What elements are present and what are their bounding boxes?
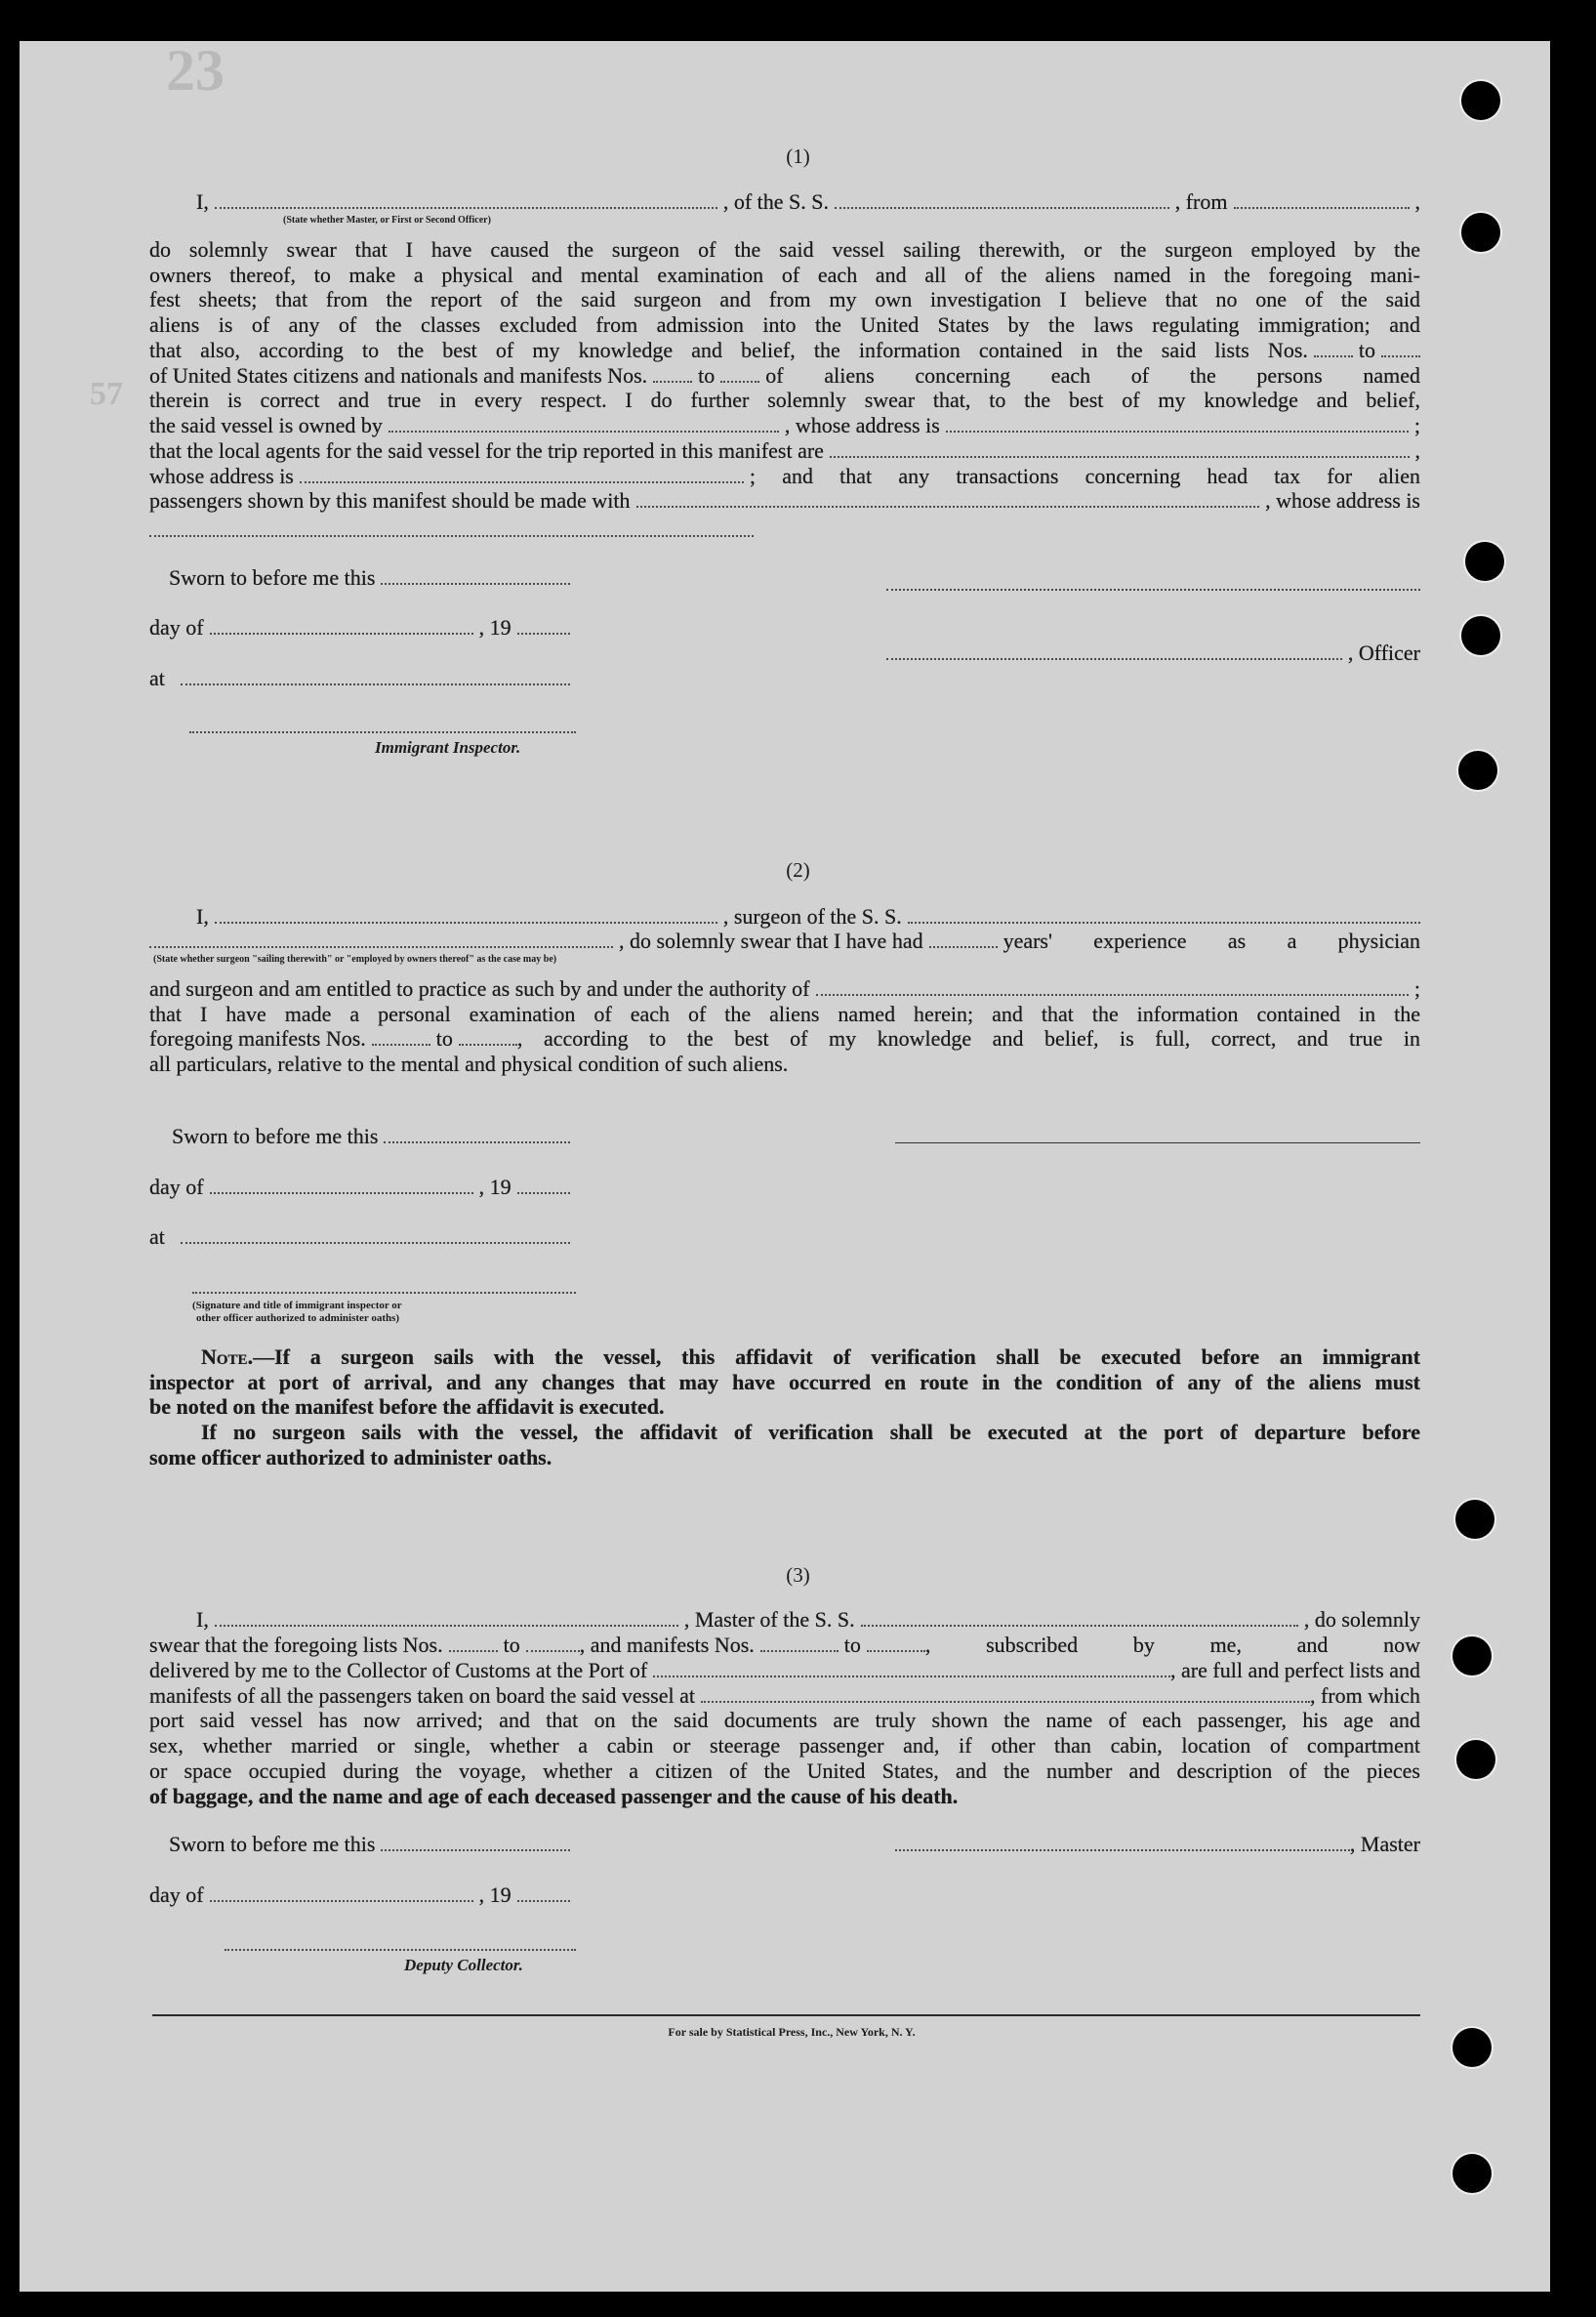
place-blank[interactable] [181, 1238, 570, 1244]
surgeon-status-note: (State whether surgeon "sailing therewith" or "employed by owners thereof" as the case may be) [153, 954, 557, 965]
note-line [201, 1345, 1420, 1370]
text: , and manifests Nos. [579, 1633, 755, 1657]
month-blank[interactable] [210, 1896, 473, 1902]
surgeon-name-blank[interactable] [215, 918, 717, 924]
manifest-from-blank[interactable] [653, 377, 692, 383]
at-line [149, 1224, 576, 1250]
punch-hole [1455, 1500, 1494, 1539]
body-line [149, 929, 1420, 954]
section-2-number: (2) [786, 858, 810, 882]
text: that the local agents for the said vessel for the trip reported in this manifest are [149, 438, 824, 463]
text: , according to the best of my knowledge and belief, is full, correct, and true in [516, 1026, 1420, 1051]
sworn-line [169, 565, 576, 591]
footer-rule [152, 2014, 1420, 2016]
sworn-date-blank[interactable] [381, 579, 570, 585]
text: other officer authorized to administer oaths) [196, 1312, 400, 1324]
sworn-date-blank[interactable] [384, 1138, 570, 1143]
text: of aliens concerning each of the persons named [765, 363, 1420, 388]
body-line [149, 1026, 1420, 1052]
section-2-oath-line [196, 904, 1420, 930]
punch-hole [1453, 1636, 1492, 1676]
from-port-blank[interactable] [1234, 203, 1410, 209]
body-line [149, 1658, 1420, 1683]
officer-rank-note: (State whether Master, or First or Second Officer) [283, 215, 491, 226]
text: , 19 [478, 615, 512, 640]
text: (Signature and title of immigrant inspector or [192, 1300, 402, 1311]
punch-hole [1461, 616, 1500, 655]
body-line: port said vessel has now arrived; and that on the said documents are truly shown the name of each passenger, his age and [149, 1708, 1420, 1732]
text: , from [1174, 189, 1228, 214]
signer-title: Deputy Collector. [404, 1956, 523, 1974]
sworn-date-blank[interactable] [381, 1845, 570, 1851]
note-line: some officer authorized to administer oaths. [149, 1445, 552, 1469]
text: Sworn to before me this [169, 565, 376, 590]
collector-signature-blank[interactable] [225, 1949, 576, 1951]
signer-note [192, 1300, 402, 1325]
text: , Master [1349, 1832, 1420, 1856]
text: manifests of all the passengers taken on board the said vessel at [149, 1683, 696, 1708]
text: Sworn to before me this [169, 1832, 376, 1856]
text: delivered by me to the Collector of Customs at the Port of [149, 1658, 648, 1682]
text: foregoing manifests Nos. [149, 1026, 366, 1051]
text: day of [149, 615, 204, 640]
punch-hole [1453, 2154, 1492, 2193]
text: at [149, 1224, 165, 1249]
manifest-to-blank[interactable] [459, 1040, 517, 1046]
note-line: inspector at port of arrival, and any changes that may have occurred en route in the condition of any of the aliens must [149, 1370, 1420, 1394]
signer-title: Immigrant Inspector. [375, 738, 521, 757]
section-1-oath-line [196, 189, 1420, 215]
text: to [1358, 338, 1375, 362]
boarding-port-blank[interactable] [701, 1697, 1310, 1703]
master-line [895, 1832, 1420, 1857]
text: , 19 [478, 1175, 512, 1199]
body-line [149, 438, 1420, 464]
text: passengers shown by this manifest should be made with [149, 488, 631, 513]
list-from-blank[interactable] [1314, 352, 1353, 357]
body-line: or space occupied during the voyage, whether a citizen of the United States, and the number and description of the pieces [149, 1758, 1420, 1783]
body-line [149, 976, 1420, 1002]
surgeon-signature-blank[interactable] [895, 1142, 1420, 1143]
list-to-blank[interactable] [526, 1646, 580, 1652]
body-line: fest sheets; that from the report of the said surgeon and from my own investigation I believe that no one of the said [149, 287, 1420, 311]
punch-hole [1458, 751, 1497, 790]
text: to [503, 1633, 520, 1657]
officer-name-blank[interactable] [215, 203, 717, 209]
year-blank[interactable] [517, 1896, 570, 1902]
text: to [843, 1633, 861, 1657]
body-line [149, 363, 1420, 389]
place-blank[interactable] [181, 680, 570, 685]
punch-hole [1465, 542, 1504, 581]
text: , Officer [1347, 641, 1420, 665]
text: Sworn to before me this [172, 1124, 379, 1148]
sworn-line [169, 1832, 576, 1857]
section-3-oath-line [196, 1607, 1420, 1633]
master-name-blank[interactable] [215, 1621, 678, 1627]
body-line: of baggage, and the name and age of each deceased passenger and the cause of his death. [149, 1784, 959, 1808]
list-from-blank[interactable] [449, 1646, 498, 1652]
stamp-number: 23 [166, 38, 225, 103]
inspector-signature-blank[interactable] [189, 731, 576, 733]
text: , are full and perfect lists and [1170, 1658, 1420, 1682]
body-line: therein is correct and true in every respect. I do further solemnly swear that, to the best of my knowledge and belief, [149, 388, 1420, 412]
master-signature-blank[interactable] [886, 589, 1420, 591]
text: , [1414, 189, 1420, 214]
text: day of [149, 1883, 204, 1907]
punch-hole [1461, 213, 1500, 252]
authority-blank[interactable] [816, 990, 1409, 996]
body-line: do solemnly swear that I have caused the surgeon of the said vessel sailing therewith, or the surgeon employed by the [149, 237, 1420, 262]
punch-hole [1461, 81, 1500, 120]
note-line: be noted on the manifest before the affidavit is executed. [149, 1394, 665, 1419]
day-of-line [149, 615, 576, 641]
body-line [149, 1683, 1420, 1709]
text: , 19 [478, 1883, 512, 1907]
inspector-signature-blank[interactable] [192, 1292, 576, 1294]
local-agents-blank[interactable] [830, 452, 1410, 458]
body-line: sex, whether married or single, whether a cabin or steerage passenger and, if other than cabin, location of compartment [149, 1733, 1420, 1758]
text: , whose address is [1265, 488, 1420, 513]
body-line [149, 464, 1420, 489]
head-tax-address-blank[interactable] [149, 535, 754, 537]
manifest-to-blank[interactable] [867, 1646, 925, 1652]
month-blank[interactable] [210, 629, 473, 635]
body-line [149, 338, 1420, 363]
text: to [698, 363, 716, 388]
note-line: If no surgeon sails with the vessel, the affidavit of verification shall be executed at the port of departure before [201, 1420, 1420, 1444]
manifest-from-blank[interactable] [760, 1646, 839, 1652]
text: ; and that any transactions concerning head tax for alien [749, 464, 1420, 488]
body-line: that I have made a personal examination of each of the aliens named herein; and that the information contained in the [149, 1002, 1420, 1026]
body-line [149, 488, 1420, 514]
manifest-from-blank[interactable] [372, 1040, 430, 1046]
section-3-number: (3) [786, 1563, 810, 1587]
sworn-line [172, 1124, 576, 1149]
month-blank[interactable] [210, 1188, 473, 1194]
manifest-to-blank[interactable] [720, 377, 759, 383]
text: the said vessel is owned by [149, 413, 383, 437]
text: day of [149, 1175, 204, 1199]
body-line: aliens is of any of the classes excluded from admission into the United States by the laws regulating immigration; and [149, 312, 1420, 337]
owner-blank[interactable] [389, 427, 779, 433]
master-signature-blank[interactable] [895, 1845, 1350, 1851]
text: years' experience as a physician [1003, 929, 1420, 953]
text: , Master of the S. S. [683, 1607, 855, 1632]
day-of-line [149, 1883, 576, 1908]
text: , do solemnly swear that I have had [619, 929, 923, 953]
surgeon-status-blank[interactable] [149, 942, 613, 948]
note-label: Note. [201, 1345, 254, 1369]
years-experience-blank[interactable] [929, 942, 998, 948]
text: I, [196, 1607, 209, 1632]
ship-name-blank[interactable] [835, 203, 1169, 209]
printer-credit: For sale by Statistical Press, Inc., New York, N. Y. [668, 2025, 916, 2039]
officer-signature-blank[interactable] [886, 654, 1342, 660]
owner-address-blank[interactable] [946, 427, 1409, 433]
text: ; [1413, 976, 1420, 1001]
text: , [1414, 438, 1420, 463]
text: whose address is [149, 464, 294, 488]
text: of United States citizens and nationals and manifests Nos. [149, 363, 648, 388]
ship-name-blank[interactable] [861, 1621, 1298, 1627]
side-mark: 57 [90, 376, 123, 412]
text: , whose address is [784, 413, 940, 437]
text: ; [1413, 413, 1420, 437]
year-blank[interactable] [517, 629, 570, 635]
head-tax-contact-blank[interactable] [636, 502, 1260, 508]
at-line [149, 666, 576, 691]
text: that also, according to the best of my knowledge and belief, the information contained in the said lists Nos. [149, 338, 1308, 362]
text: —If a surgeon sails with the vessel, this affidavit of verification shall be executed before an immigrant [253, 1345, 1420, 1369]
text: to [435, 1026, 453, 1051]
text: , of the S. S. [722, 189, 830, 214]
officer-line [886, 641, 1420, 666]
text: , from which [1309, 1683, 1420, 1708]
port-blank[interactable] [653, 1672, 1170, 1677]
agents-address-blank[interactable] [300, 477, 744, 483]
body-line: owners thereof, to make a physical and mental examination of each and all of the aliens named in the foregoing mani- [149, 263, 1420, 287]
text: , do solemnly [1303, 1607, 1420, 1632]
text: , subscribed by me, and now [924, 1633, 1420, 1657]
text: , surgeon of the S. S. [722, 904, 902, 929]
body-line [149, 413, 1420, 438]
text: I, [196, 189, 209, 214]
section-1-number: (1) [786, 145, 810, 168]
list-to-blank[interactable] [1381, 352, 1420, 357]
body-line [149, 1633, 1420, 1658]
text: swear that the foregoing lists Nos. [149, 1633, 443, 1657]
ship-name-blank[interactable] [908, 918, 1420, 924]
text: and surgeon and am entitled to practice as such by and under the authority of [149, 976, 810, 1001]
punch-hole [1456, 1740, 1495, 1779]
day-of-line [149, 1175, 576, 1200]
body-line: all particulars, relative to the mental and physical condition of such aliens. [149, 1052, 789, 1076]
text: I, [196, 904, 209, 929]
text: at [149, 666, 165, 690]
year-blank[interactable] [517, 1188, 570, 1194]
